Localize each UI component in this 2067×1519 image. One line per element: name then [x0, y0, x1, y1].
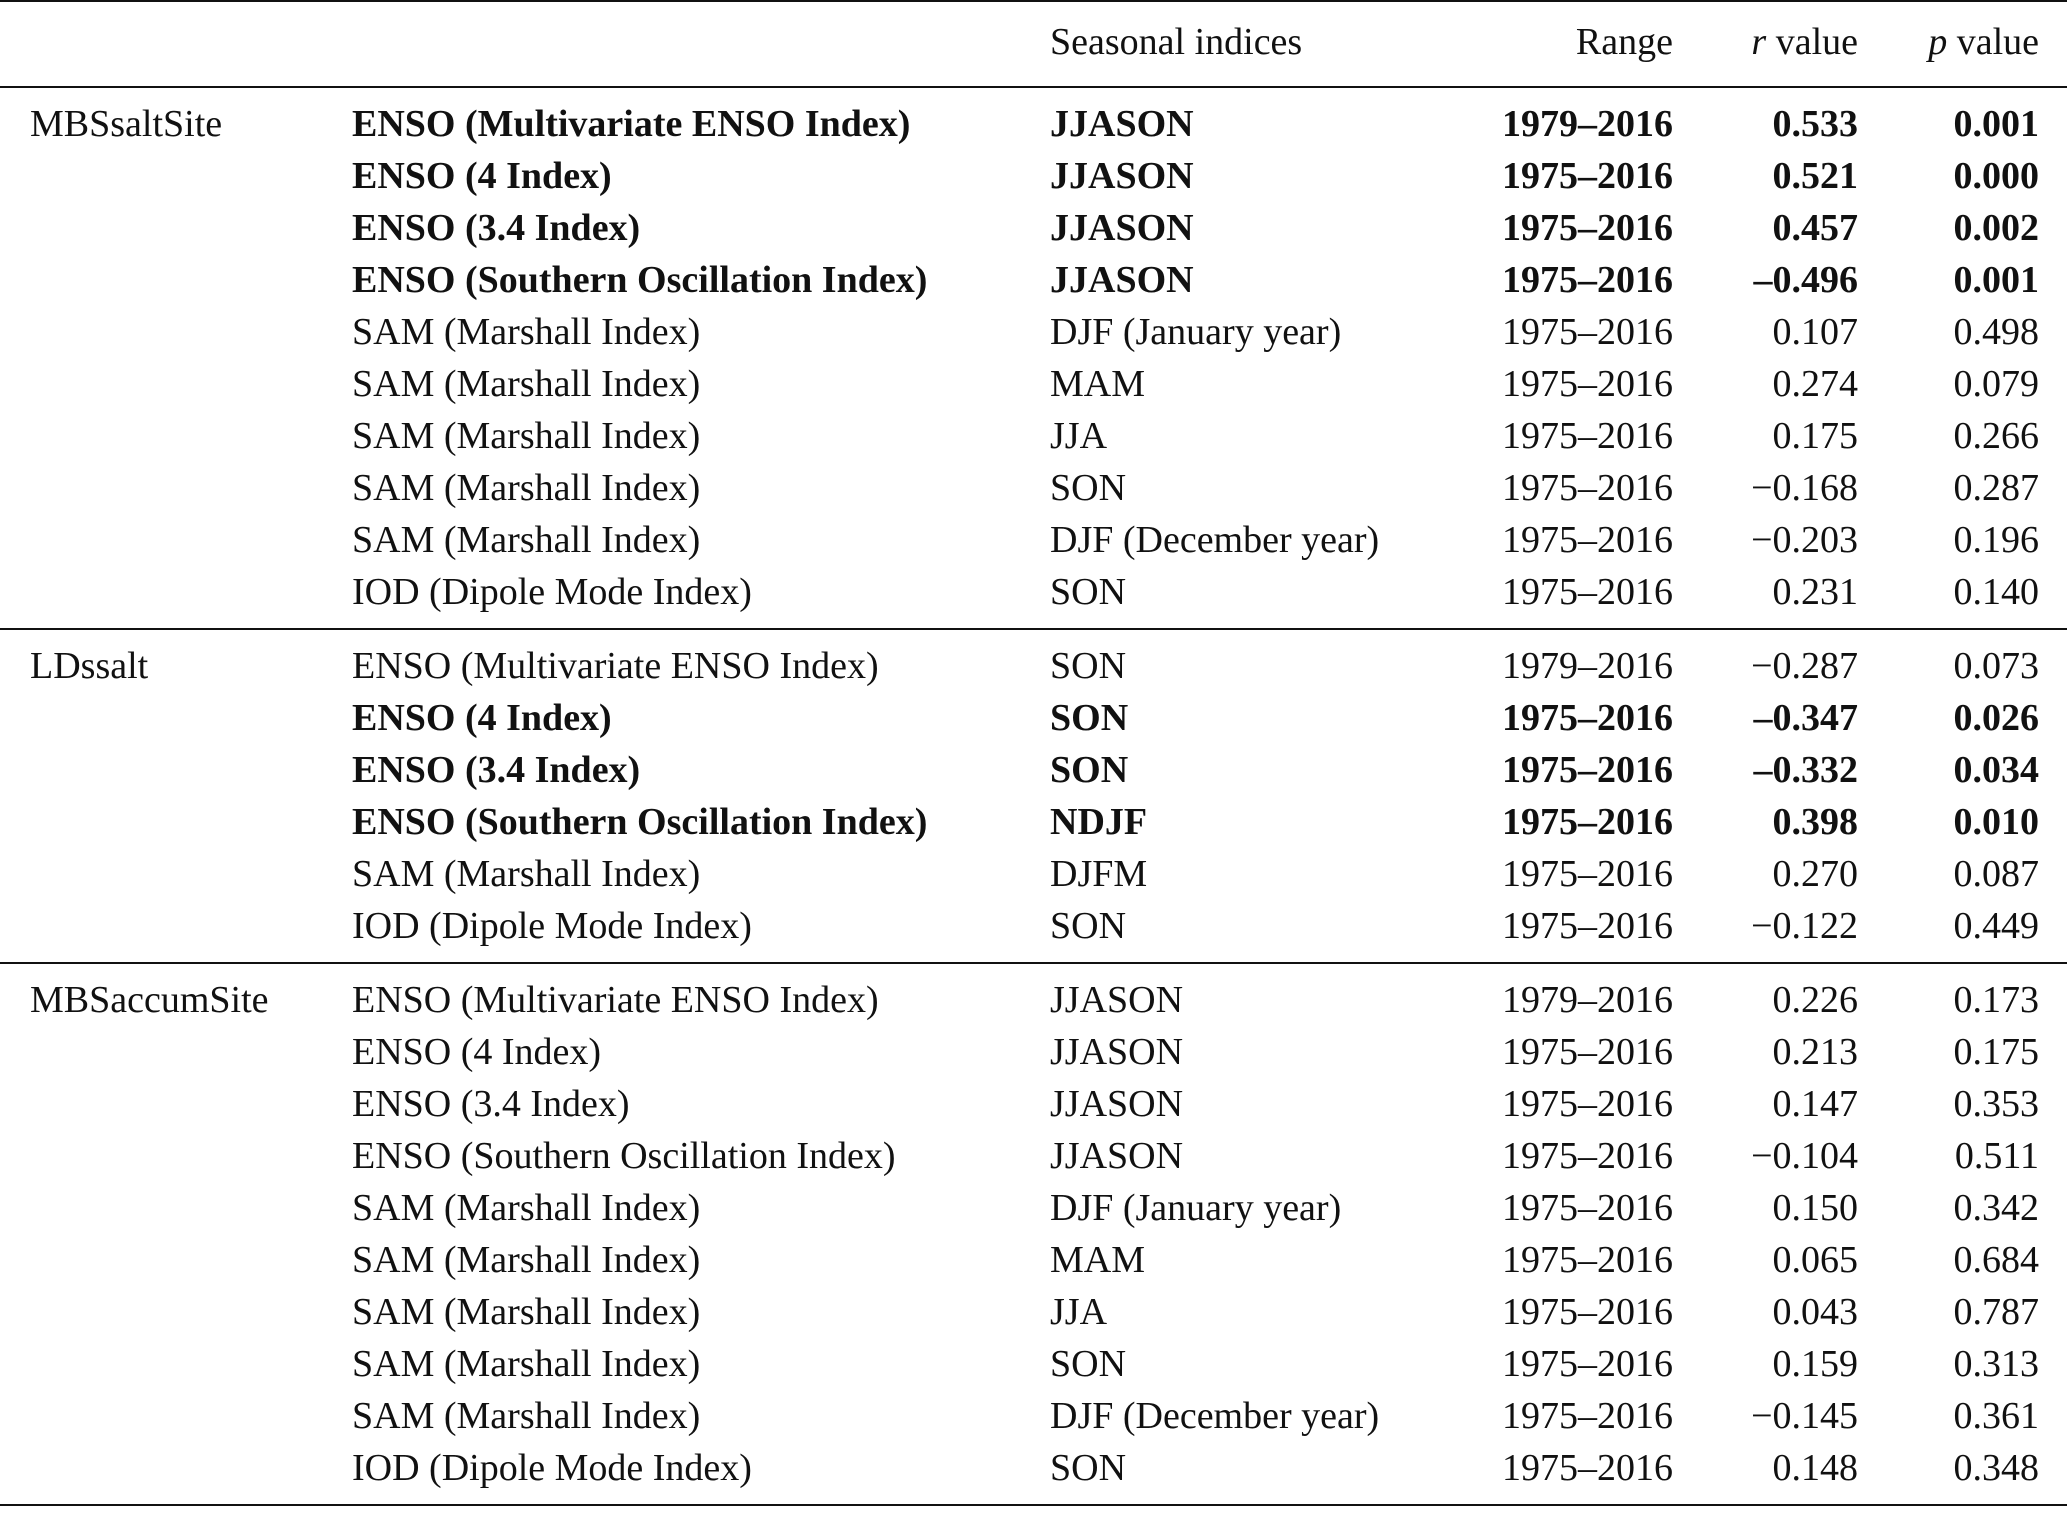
- index-cell: SAM (Marshall Index): [352, 1291, 701, 1333]
- r-value-cell: 0.457: [1772, 207, 1858, 249]
- index-cell: SAM (Marshall Index): [352, 1239, 701, 1281]
- range-cell: 1975–2016: [1502, 1343, 1673, 1385]
- range-cell: 1975–2016: [1502, 311, 1673, 353]
- season-cell: JJA: [1050, 1291, 1108, 1333]
- index-cell: IOD (Dipole Mode Index): [352, 1447, 752, 1489]
- range-cell: 1975–2016: [1502, 207, 1673, 249]
- site-cell: [0, 306, 352, 358]
- index-cell: IOD (Dipole Mode Index): [352, 905, 752, 947]
- table-row: [0, 202, 2067, 254]
- site-cell: [0, 796, 352, 848]
- site-cell: [0, 1338, 352, 1390]
- range-cell: 1975–2016: [1502, 415, 1673, 457]
- index-cell: ENSO (3.4 Index): [352, 1083, 630, 1125]
- p-value-cell: 0.342: [1953, 1187, 2039, 1229]
- site-cell: LDssalt: [30, 645, 149, 687]
- index-cell: ENSO (Multivariate ENSO Index): [352, 979, 879, 1021]
- table-row: [0, 358, 2067, 410]
- p-value-cell: 0.449: [1953, 905, 2039, 947]
- range-cell: 1975–2016: [1502, 749, 1673, 791]
- table-row: [0, 254, 2067, 306]
- table-row: [0, 1078, 2067, 1130]
- table-row: [0, 848, 2067, 900]
- p-value-cell: 0.140: [1953, 571, 2039, 613]
- table-row: [0, 1338, 2067, 1390]
- header-r-symbol: r: [1751, 21, 1767, 63]
- index-cell: SAM (Marshall Index): [352, 1395, 701, 1437]
- table-row: [0, 87, 2067, 150]
- site-cell: [0, 358, 352, 410]
- index-cell: SAM (Marshall Index): [352, 519, 701, 561]
- p-value-cell: 0.511: [1954, 1135, 2039, 1177]
- site-cell: [0, 1078, 352, 1130]
- site-cell: [0, 744, 352, 796]
- range-cell: 1975–2016: [1502, 155, 1673, 197]
- p-value-cell: 0.353: [1953, 1083, 2039, 1125]
- p-value-cell: 0.266: [1953, 415, 2039, 457]
- table-row: [0, 744, 2067, 796]
- index-cell: SAM (Marshall Index): [352, 1187, 701, 1229]
- table-row: [0, 796, 2067, 848]
- range-cell: 1975–2016: [1502, 1083, 1673, 1125]
- season-cell: DJF (January year): [1050, 1187, 1342, 1229]
- index-cell: SAM (Marshall Index): [352, 363, 701, 405]
- r-value-cell: −0.122: [1751, 905, 1858, 947]
- p-value-cell: 0.079: [1953, 363, 2039, 405]
- index-cell: SAM (Marshall Index): [352, 311, 701, 353]
- p-value-cell: 0.173: [1953, 979, 2039, 1021]
- range-cell: 1979–2016: [1502, 979, 1673, 1021]
- range-cell: 1975–2016: [1502, 467, 1673, 509]
- r-value-cell: −0.287: [1751, 645, 1858, 687]
- table-row: [0, 566, 2067, 629]
- range-cell: 1975–2016: [1502, 905, 1673, 947]
- site-cell: [0, 848, 352, 900]
- site-cell: [0, 254, 352, 306]
- range-cell: 1975–2016: [1502, 1447, 1673, 1489]
- r-value-cell: –0.347: [1753, 697, 1858, 739]
- range-cell: 1979–2016: [1502, 645, 1673, 687]
- season-cell: SON: [1050, 1343, 1127, 1385]
- site-cell: [0, 150, 352, 202]
- r-value-cell: 0.107: [1772, 311, 1858, 353]
- season-cell: SON: [1050, 1447, 1127, 1489]
- site-cell: MBSsaltSite: [30, 103, 223, 145]
- index-cell: SAM (Marshall Index): [352, 853, 701, 895]
- season-cell: SON: [1050, 467, 1127, 509]
- table-row: [0, 514, 2067, 566]
- range-cell: 1975–2016: [1502, 1187, 1673, 1229]
- site-cell: [0, 1026, 352, 1078]
- season-cell: JJASON: [1050, 1031, 1184, 1073]
- header-r-label: value: [1766, 21, 1858, 63]
- r-value-cell: 0.175: [1772, 415, 1858, 457]
- table-row: [0, 462, 2067, 514]
- table-row: [0, 692, 2067, 744]
- table-row: [0, 1286, 2067, 1338]
- p-value-cell: 0.684: [1953, 1239, 2039, 1281]
- table-row: [0, 963, 2067, 1026]
- p-value-cell: 0.348: [1953, 1447, 2039, 1489]
- p-value-cell: 0.000: [1953, 155, 2039, 197]
- r-value-cell: 0.159: [1772, 1343, 1858, 1385]
- header-index: [352, 1, 1050, 87]
- r-value-cell: –0.496: [1753, 259, 1858, 301]
- index-cell: SAM (Marshall Index): [352, 415, 701, 457]
- range-cell: 1975–2016: [1502, 697, 1673, 739]
- range-cell: 1975–2016: [1502, 1395, 1673, 1437]
- r-value-cell: 0.231: [1772, 571, 1858, 613]
- p-value-cell: 0.196: [1953, 519, 2039, 561]
- index-cell: SAM (Marshall Index): [352, 1343, 701, 1385]
- range-cell: 1975–2016: [1502, 519, 1673, 561]
- header-r-value: [1673, 1, 1858, 87]
- table-row: [0, 306, 2067, 358]
- r-value-cell: 0.065: [1772, 1239, 1858, 1281]
- index-cell: ENSO (4 Index): [352, 697, 612, 739]
- range-cell: 1975–2016: [1502, 801, 1673, 843]
- range-cell: 1975–2016: [1502, 571, 1673, 613]
- season-cell: NDJF: [1050, 801, 1148, 843]
- range-cell: 1975–2016: [1502, 1135, 1673, 1177]
- range-cell: 1975–2016: [1502, 1239, 1673, 1281]
- index-cell: ENSO (Multivariate ENSO Index): [352, 645, 879, 687]
- r-value-cell: 0.270: [1772, 853, 1858, 895]
- range-cell: 1979–2016: [1502, 103, 1673, 145]
- r-value-cell: 0.150: [1772, 1187, 1858, 1229]
- header-p-value: [1858, 1, 2067, 87]
- site-cell: [0, 1390, 352, 1442]
- site-cell: [0, 900, 352, 963]
- table-row: [0, 150, 2067, 202]
- season-cell: JJASON: [1050, 103, 1194, 145]
- index-cell: SAM (Marshall Index): [352, 467, 701, 509]
- season-cell: SON: [1050, 697, 1129, 739]
- index-cell: ENSO (Southern Oscillation Index): [352, 259, 928, 301]
- season-cell: DJFM: [1050, 853, 1148, 895]
- site-cell: [0, 1286, 352, 1338]
- index-cell: ENSO (4 Index): [352, 1031, 602, 1073]
- r-value-cell: −0.145: [1751, 1395, 1858, 1437]
- season-cell: SON: [1050, 645, 1127, 687]
- range-cell: 1975–2016: [1502, 853, 1673, 895]
- p-value-cell: 0.073: [1953, 645, 2039, 687]
- season-cell: SON: [1050, 571, 1127, 613]
- header-range: Range: [1478, 1, 1673, 87]
- r-value-cell: 0.398: [1772, 801, 1858, 843]
- table-row: [0, 1442, 2067, 1505]
- r-value-cell: 0.274: [1772, 363, 1858, 405]
- site-cell: [0, 202, 352, 254]
- site-cell: [0, 1182, 352, 1234]
- table-row: [0, 629, 2067, 692]
- index-cell: ENSO (Southern Oscillation Index): [352, 1135, 896, 1177]
- r-value-cell: –0.332: [1753, 749, 1858, 791]
- site-cell: [0, 566, 352, 629]
- index-cell: ENSO (3.4 Index): [352, 207, 641, 249]
- index-cell: IOD (Dipole Mode Index): [352, 571, 752, 613]
- site-group: [0, 629, 2067, 963]
- site-cell: [0, 1234, 352, 1286]
- r-value-cell: −0.104: [1751, 1135, 1858, 1177]
- p-value-cell: 0.087: [1953, 853, 2039, 895]
- season-cell: JJASON: [1050, 259, 1194, 301]
- r-value-cell: 0.226: [1772, 979, 1858, 1021]
- site-cell: [0, 410, 352, 462]
- index-cell: ENSO (3.4 Index): [352, 749, 641, 791]
- table-row: [0, 1130, 2067, 1182]
- header-p-label: value: [1947, 21, 2039, 63]
- p-value-cell: 0.498: [1953, 311, 2039, 353]
- header-p-symbol: p: [1928, 21, 1948, 63]
- r-value-cell: 0.148: [1772, 1447, 1858, 1489]
- season-cell: JJASON: [1050, 979, 1184, 1021]
- table-row: [0, 1182, 2067, 1234]
- site-group: [0, 87, 2067, 629]
- p-value-cell: 0.287: [1953, 467, 2039, 509]
- r-value-cell: 0.043: [1772, 1291, 1858, 1333]
- table-row: [0, 1390, 2067, 1442]
- p-value-cell: 0.010: [1953, 801, 2039, 843]
- table-header-row: [0, 1, 2067, 87]
- range-cell: 1975–2016: [1502, 1291, 1673, 1333]
- site-group: [0, 963, 2067, 1505]
- p-value-cell: 0.787: [1953, 1291, 2039, 1333]
- r-value-cell: −0.168: [1751, 467, 1858, 509]
- p-value-cell: 0.361: [1953, 1395, 2039, 1437]
- site-cell: [0, 692, 352, 744]
- r-value-cell: 0.521: [1772, 155, 1858, 197]
- season-cell: JJASON: [1050, 155, 1194, 197]
- header-site: [0, 1, 352, 87]
- p-value-cell: 0.034: [1953, 749, 2039, 791]
- p-value-cell: 0.026: [1953, 697, 2039, 739]
- table-row: [0, 1234, 2067, 1286]
- range-cell: 1975–2016: [1502, 1031, 1673, 1073]
- table-row: [0, 900, 2067, 963]
- season-cell: MAM: [1050, 363, 1146, 405]
- r-value-cell: 0.147: [1772, 1083, 1858, 1125]
- p-value-cell: 0.313: [1953, 1343, 2039, 1385]
- season-cell: DJF (December year): [1050, 1395, 1380, 1437]
- site-cell: [0, 1442, 352, 1505]
- season-cell: DJF (January year): [1050, 311, 1342, 353]
- season-cell: JJASON: [1050, 1083, 1184, 1125]
- season-cell: JJASON: [1050, 207, 1194, 249]
- site-cell: [0, 1130, 352, 1182]
- index-cell: ENSO (Multivariate ENSO Index): [352, 103, 911, 145]
- table-row: [0, 1026, 2067, 1078]
- p-value-cell: 0.001: [1953, 103, 2039, 145]
- site-cell: [0, 462, 352, 514]
- r-value-cell: −0.203: [1751, 519, 1858, 561]
- header-seasonal-indices: Seasonal indices: [1050, 1, 1478, 87]
- range-cell: 1975–2016: [1502, 259, 1673, 301]
- p-value-cell: 0.175: [1953, 1031, 2039, 1073]
- season-cell: SON: [1050, 749, 1129, 791]
- site-cell: MBSaccumSite: [30, 979, 269, 1021]
- season-cell: SON: [1050, 905, 1127, 947]
- season-cell: JJASON: [1050, 1135, 1184, 1177]
- table-row: [0, 410, 2067, 462]
- p-value-cell: 0.001: [1953, 259, 2039, 301]
- index-cell: ENSO (4 Index): [352, 155, 612, 197]
- season-cell: DJF (December year): [1050, 519, 1380, 561]
- index-cell: ENSO (Southern Oscillation Index): [352, 801, 928, 843]
- r-value-cell: 0.533: [1772, 103, 1858, 145]
- r-value-cell: 0.213: [1772, 1031, 1858, 1073]
- range-cell: 1975–2016: [1502, 363, 1673, 405]
- season-cell: JJA: [1050, 415, 1108, 457]
- site-cell: [0, 514, 352, 566]
- season-cell: MAM: [1050, 1239, 1146, 1281]
- p-value-cell: 0.002: [1953, 207, 2039, 249]
